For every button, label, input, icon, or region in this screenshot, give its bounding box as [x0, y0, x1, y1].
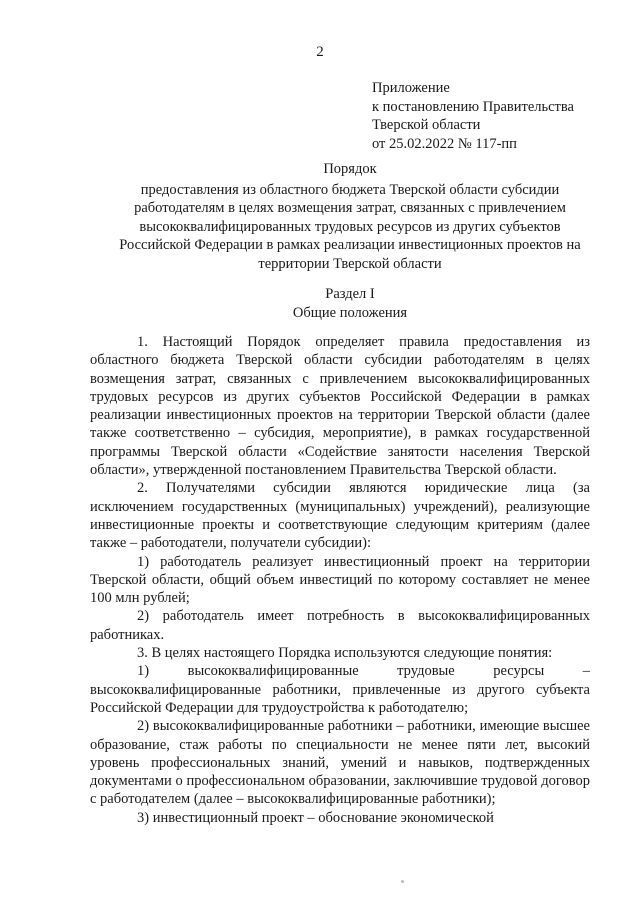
- appendix-line: Приложение: [372, 80, 450, 96]
- appendix-line: к постановлению Правительства: [372, 98, 574, 115]
- title-line: предоставления из областного бюджета Тверской области субсидии: [140, 181, 560, 198]
- appendix-date-line: от 25.02.2022 № 117-пп: [372, 135, 517, 152]
- paragraph: 2. Получателями субсидии являются юридические лица (за исключением государственных (муниципальных) учреждений), реализующие инвестиционные проекты и соответствующие следующим критериям (далее также – работодатели, получатели субсидии):: [90, 480, 590, 552]
- title-line: территории Тверской области: [258, 255, 442, 272]
- title-line: Российской Федерации в рамках реализации инвестиционных проектов на: [119, 237, 581, 253]
- paragraph: 2) работодатель имеет потребность в высококвалифицированных работниках.: [90, 608, 590, 643]
- paragraph: 1) работодатель реализует инвестиционный проект на территории Тверской области, общий объем инвестиций по которому составляет не менее 100 млн рублей;: [90, 553, 590, 607]
- section-number: Раздел I: [325, 286, 375, 302]
- page-number: 2: [316, 44, 324, 60]
- appendix-line: Тверской области: [372, 117, 481, 133]
- appendix-block: [372, 79, 574, 153]
- section-heading: [80, 285, 620, 322]
- title-line: высококвалифицированных трудовых ресурсов из других субъектов: [139, 218, 561, 235]
- scan-speck: [401, 880, 404, 883]
- paragraph: 1. Настоящий Порядок определяет правила предоставления из областного бюджета Тверской области субсидии работодателям в целях возмещения затрат, связанных с привлечением высококвалифицированных трудовых ресурсов из других субъектов Российской Федерации в рамках реализации инвестиционных проектов на территории Тверской области (далее также соответственно – субсидия, мероприятие), в рамках государственной программы Тверской области «Содействие занятости населения Тверской области», утвержденной постановлением Правительства Тверской области.: [90, 334, 590, 479]
- paragraph: 3. В целях настоящего Порядка используются следующие понятия:: [137, 645, 553, 662]
- paragraph: 2) высококвалифицированные работники – работники, имеющие высшее образование, стаж работы по специальности не менее пяти лет, высокий уровень профессиональных знаний, умений и навыков, подтвержденных документами о профессиональном образовании, заключившие трудовой договор с работодателем (далее – высококвалифицированные работники);: [90, 718, 590, 808]
- title-heading: Порядок: [323, 161, 377, 177]
- section-name: Общие положения: [292, 304, 408, 321]
- paragraph: 3) инвестиционный проект – обоснование экономической: [137, 809, 494, 826]
- title-line: работодателям в целях возмещения затрат, связанных с привлечением: [134, 200, 566, 216]
- paragraph: 1) высококвалифицированные трудовые ресурсы – высококвалифицированные работники, привлеченные из другого субъекта Российской Федерации для трудоустройства к работодателю;: [90, 663, 590, 716]
- body-text: [90, 333, 590, 827]
- document-title: [80, 160, 620, 273]
